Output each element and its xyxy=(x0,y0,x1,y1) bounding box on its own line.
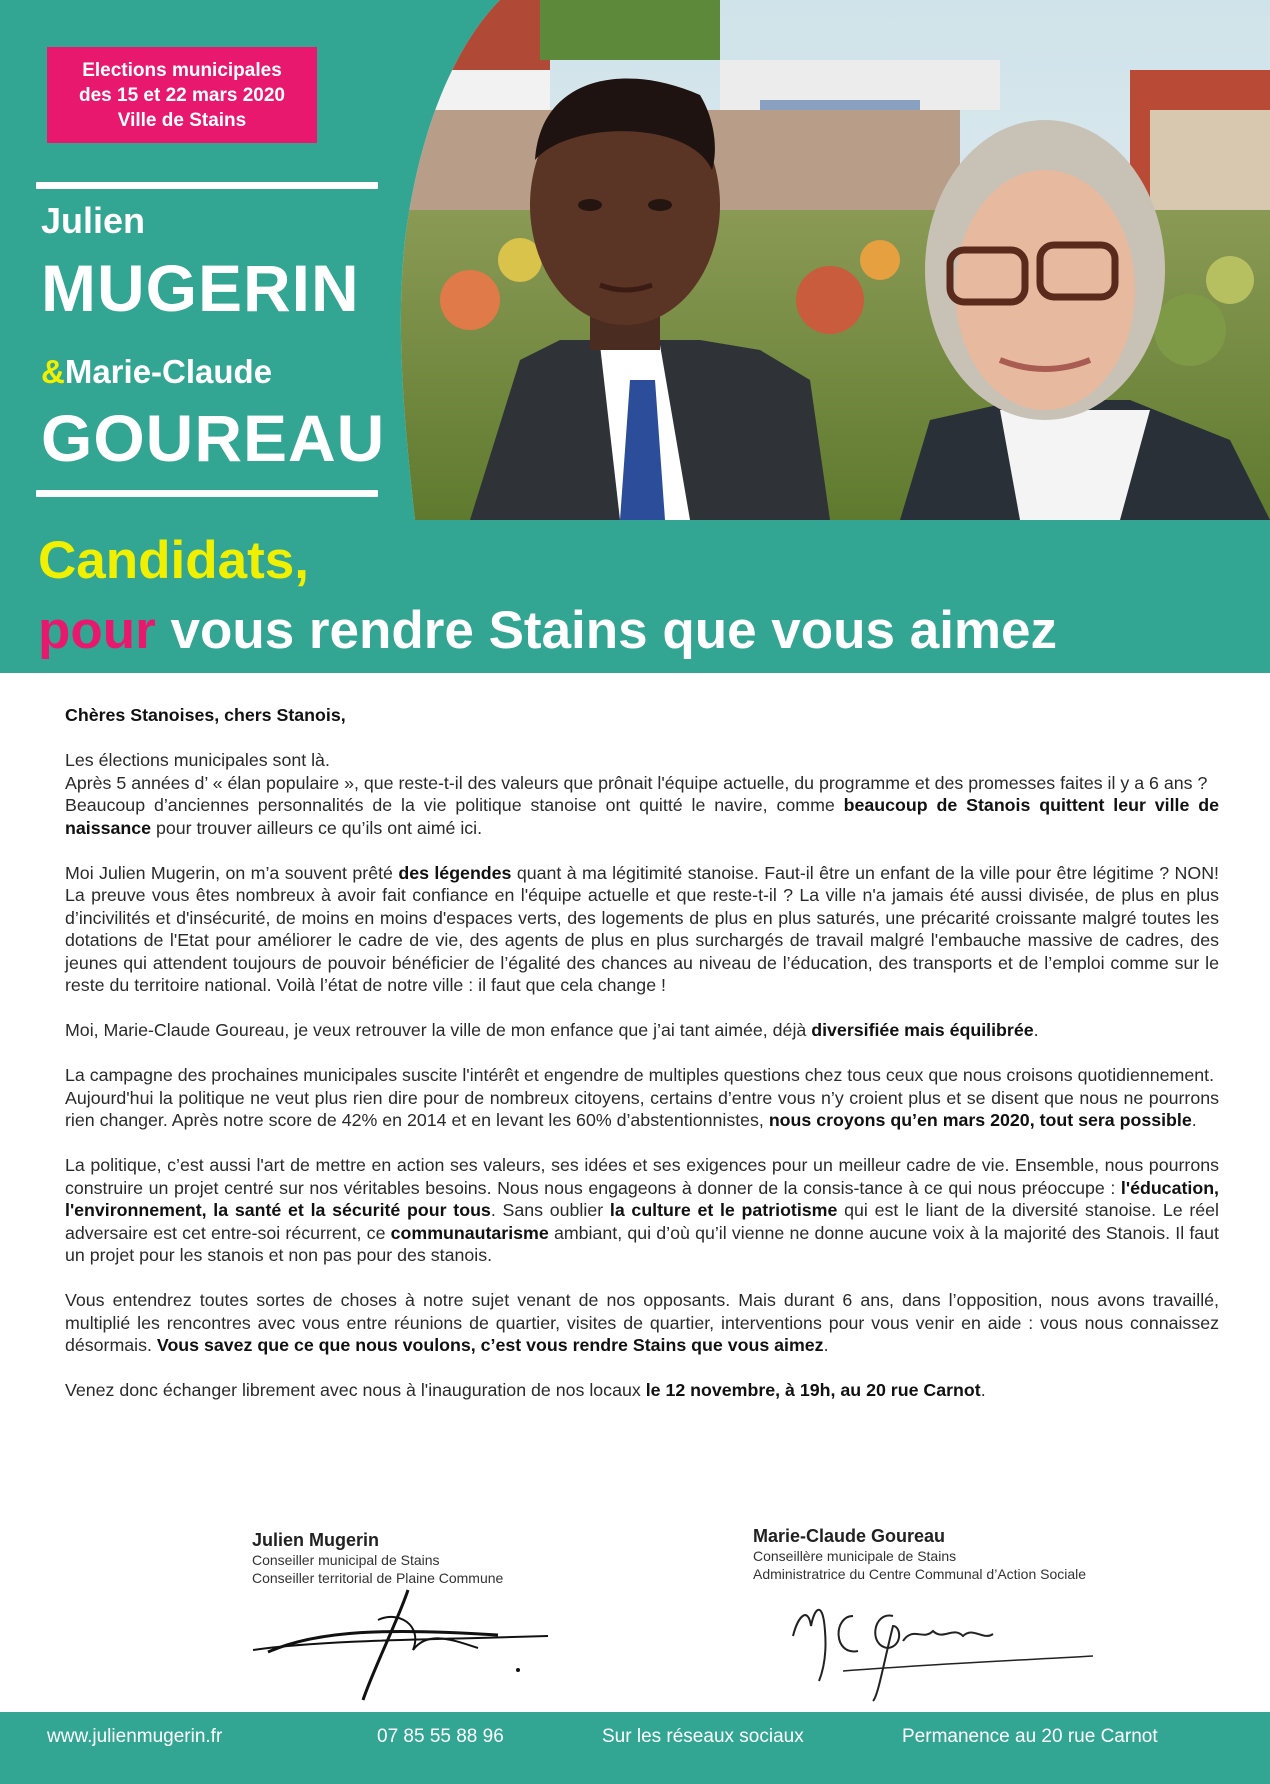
signer-role: Conseiller municipal de Stains xyxy=(252,1552,440,1568)
paragraph-text: Beaucoup d’anciennes personnalités de la vie politique stanoise ont quitté le navire, comme xyxy=(65,795,844,815)
paragraph-text: Les élections municipales sont là. xyxy=(65,750,330,770)
candidate2-first-name xyxy=(41,353,272,391)
signer-role: Conseiller territorial de Plaine Commune xyxy=(252,1570,504,1586)
paragraph-text: . Sans oublier xyxy=(490,1200,610,1220)
paragraph-text: . xyxy=(1191,1110,1197,1130)
letter-paragraph xyxy=(65,1154,1219,1267)
paragraph-text: Vous entendrez toutes sortes de choses à notre sujet venant de nos opposants. Mais durant 6 ans, dans l’opposition, nous avons travaillé, multiplié les rencontres avec vous entre réunions de quartier, visites de quartier, interventions pour vous venir en aide : vous nous connaissez désormais. xyxy=(65,1290,1219,1355)
election-badge xyxy=(47,47,317,143)
phone-number[interactable]: 07 85 55 88 96 xyxy=(377,1726,504,1747)
badge-line: des 15 et 22 mars 2020 xyxy=(79,84,285,106)
paragraph-text: La politique, c’est aussi l'art de mettre en action ses valeurs, ses idées et ses exigences pour un meilleur cadre de vie. Ensemble, nous pourrons construire un projet centré sur nos véritables besoins. Nous nous engageons à donner de la consis-tance à ce qui nous préoccupe : xyxy=(65,1155,1219,1198)
tagline-pour: pour xyxy=(38,601,156,660)
salutation xyxy=(65,704,1219,727)
tagline-rest: vous rendre Stains que vous aimez xyxy=(155,601,1058,660)
letter-paragraphs xyxy=(65,749,1219,1402)
emphasis-text: l'éducation, l'environnement, la santé et la sécurité pour tous xyxy=(65,1177,1219,1220)
divider xyxy=(36,490,378,497)
paragraph-text: . xyxy=(1033,1020,1039,1040)
emphasis-text: nous croyons qu’en mars 2020, tout sera possible xyxy=(768,1110,1192,1130)
header-banner xyxy=(0,0,1270,673)
emphasis-text: beaucoup de Stanois quittent leur ville de naissance xyxy=(65,795,1220,838)
paragraph-text: quant à ma légitimité stanoise. Faut-il être un enfant de la ville pour être légitime ? NON! La preuve vous êtes nombreux à avoir fait confiance en l'équipe actuelle et que reste-t-il ? La ville n'a jamais été aussi divisée, de plus en plus d’incivilités et d'insécurité, de moins en moins d'espaces verts, des logements de plus en plus saturés, une précarité croissante malgré toutes les dotations de l'Etat pour améliorer le cadre de vie, des agents de plus en plus surchargés de travail malgré l'embauche massive de cadres, des jeunes qui attendent toujours de pouvoir bénéficier de l’égalité des chances au niveau de l’éducation, des transports et de l’emploi comme sur le reste du territoire national. Voilà l’état de notre ville : il faut que cela change ! xyxy=(65,862,1219,995)
candidate2-first-text: Marie-Claude xyxy=(64,353,273,390)
paragraph-text: ambiant, qui d’où qu’il vienne ne donne aucune voix à la majorité des Stanois. Il faut un projet pour les stanois et non pas pour des stanois. xyxy=(65,1222,1219,1265)
paragraph-text: Aujourd'hui la politique ne veut plus rien dire pour de nombreux citoyens, certains d’entre vous n’y croient plus et se disent que nous ne pourrons rien changer. Après notre score de 42% en 2014 et en levant les 60% d’abstentionnistes, xyxy=(65,1087,1219,1130)
salutation-text: Chères Stanoises, chers Stanois, xyxy=(65,705,346,725)
paragraph-text: La campagne des prochaines municipales suscite l'intérêt et engendre de multiples questions chez tous ceux que nous croisons quotidiennement. xyxy=(65,1065,1215,1085)
signature-block-right xyxy=(753,1526,1086,1583)
signer-role: Administratrice du Centre Communal d’Action Sociale xyxy=(753,1566,1087,1582)
emphasis-text: des légendes xyxy=(398,862,512,883)
emphasis-text: la culture et le patriotisme xyxy=(609,1200,838,1220)
emphasis-text: Vous savez que ce que nous voulons, c’est vous rendre Stains que vous aimez xyxy=(156,1335,824,1355)
signer-role: Conseillère municipale de Stains xyxy=(753,1548,957,1564)
paragraph-text: pour trouver ailleurs ce qu’ils ont aimé ici. xyxy=(151,817,483,838)
badge-line: Ville de Stains xyxy=(117,109,247,131)
letter-paragraph xyxy=(65,749,1219,839)
letter-paragraph xyxy=(65,1289,1219,1357)
candidate1-last-name: MUGERIN xyxy=(41,251,360,325)
paragraph-text: Moi Julien Mugerin, on m’a souvent prêté xyxy=(65,862,399,883)
letter-paragraph xyxy=(65,1019,1219,1042)
paragraph-text: . xyxy=(823,1335,829,1355)
signer-name: Julien Mugerin xyxy=(252,1530,380,1550)
social-networks-text: Sur les réseaux sociaux xyxy=(602,1726,804,1747)
divider xyxy=(36,182,378,189)
ampersand: & xyxy=(41,353,65,390)
signature-block-left xyxy=(252,1530,503,1587)
candidate1-first-name: Julien xyxy=(41,200,146,241)
signature-image xyxy=(248,1580,558,1710)
signer-name: Marie-Claude Goureau xyxy=(753,1526,946,1546)
paragraph-text: qui est le liant de la diversité stanoise. Le réel adversaire est cet entre-soi récurrent, ce xyxy=(65,1200,1220,1243)
letter-paragraph xyxy=(65,1064,1219,1132)
office-address: Permanence au 20 rue Carnot xyxy=(902,1726,1158,1747)
tagline-line1: Candidats, xyxy=(38,531,309,590)
paragraph-text: Après 5 années d’ « élan populaire », que reste-t-il des valeurs que prônait l'équipe actuelle, du programme et des promesses faites il y a 6 ans ? xyxy=(65,772,1208,793)
letter-paragraph xyxy=(65,1379,1219,1402)
paragraph-text: Moi, Marie-Claude Goureau, je veux retrouver la ville de mon enfance que j’ai tant aimée, déjà xyxy=(65,1020,812,1040)
badge-line: Elections municipales xyxy=(82,59,282,81)
website-link[interactable]: www.julienmugerin.fr xyxy=(47,1726,223,1747)
letter-paragraph xyxy=(65,862,1219,997)
emphasis-text: le 12 novembre, à 19h, au 20 rue Carnot xyxy=(645,1380,981,1400)
candidate2-last-name: GOUREAU xyxy=(41,401,386,475)
emphasis-text: communautarisme xyxy=(390,1222,549,1243)
paragraph-text: . xyxy=(980,1380,986,1400)
tagline-line2 xyxy=(38,600,1057,661)
signature-image xyxy=(783,1586,1103,1716)
letter-body xyxy=(65,704,1219,1424)
footer-bar xyxy=(0,1712,1270,1784)
paragraph-text: Venez donc échanger librement avec nous à l'inauguration de nos locaux xyxy=(65,1380,646,1400)
emphasis-text: diversifiée mais équilibrée xyxy=(811,1020,1034,1040)
